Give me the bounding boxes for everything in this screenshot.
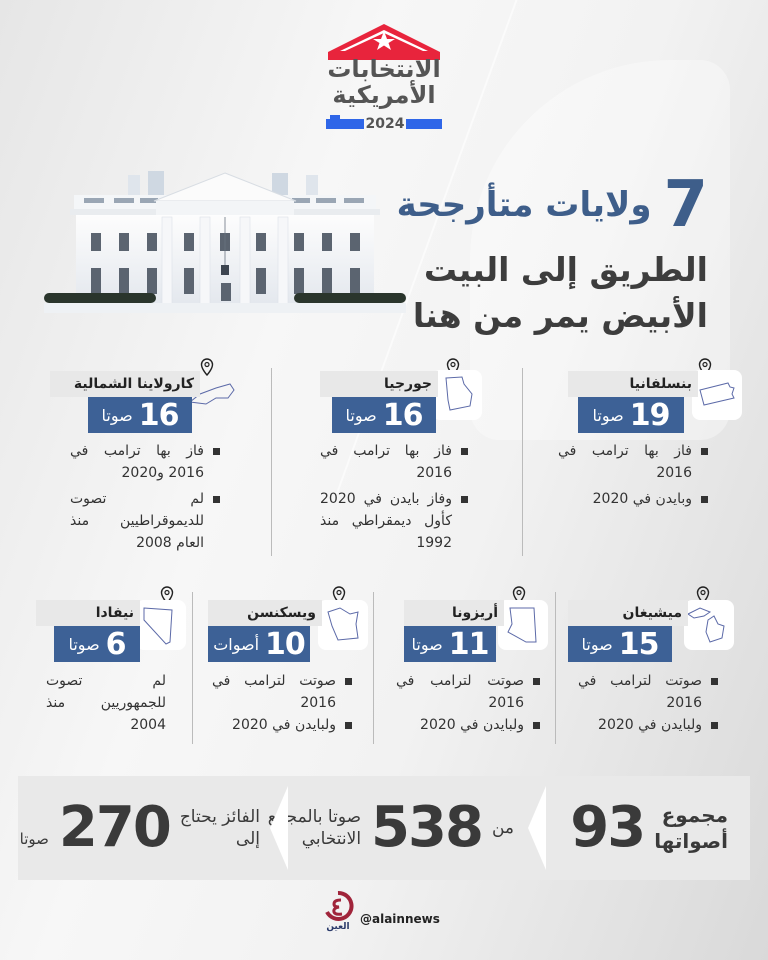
state-card-arizona [390, 586, 560, 746]
summary-college [268, 776, 514, 880]
state-votes-unit: صوتا [68, 634, 100, 654]
headline-title: ولايات متأرجحة [396, 185, 652, 225]
state-votes-unit: صوتا [345, 405, 377, 425]
pennsylvania-outline-icon [692, 370, 742, 420]
state-fact: صوتت لترامب في 2016 [578, 670, 718, 714]
state-fact: فاز بها ترامب في 2016 [320, 440, 468, 484]
summary-winner-label-line2: إلى [235, 829, 260, 849]
michigan-outline-icon [684, 600, 734, 650]
summary-winner [20, 776, 260, 880]
georgia-outline-icon [432, 370, 482, 420]
headline [368, 168, 708, 339]
state-card-wisconsin [208, 586, 368, 746]
state-name: نيفادا [36, 600, 140, 626]
summary-total [570, 776, 728, 880]
summary-winner-label [180, 806, 260, 850]
state-name: ويسكنسن [208, 600, 322, 626]
state-card-georgia [290, 358, 510, 558]
alain-logo [322, 890, 354, 932]
arrow-divider-icon [528, 786, 546, 870]
state-votes-number: 10 [265, 626, 305, 662]
white-house-image [44, 165, 406, 315]
state-facts-list [320, 440, 468, 554]
summary-winner-value: 270 [58, 795, 170, 860]
state-facts-list [396, 670, 540, 736]
state-fact: وبايدن في 2020 [558, 488, 708, 510]
state-votes-unit: صوتا [581, 634, 613, 654]
state-facts-list [578, 670, 718, 736]
state-facts-list [212, 670, 352, 736]
headline-subtitle [368, 247, 708, 339]
state-card-pennsylvania [548, 358, 748, 528]
state-votes-number: 6 [105, 626, 126, 662]
footer-branding [322, 890, 440, 932]
state-fact: لم تصوت للجمهوريين منذ 2004 [46, 673, 166, 733]
wisconsin-outline-icon [318, 600, 368, 650]
state-fact: وفاز بايدن في 2020 كأول ديمقراطي منذ 1992 [320, 488, 468, 554]
state-votes-badge [208, 626, 310, 662]
state-fact: فاز بها ترامب في 2016 [558, 440, 708, 484]
state-facts-list [46, 670, 166, 736]
logo-title [326, 56, 442, 108]
logo-year-row [326, 115, 442, 133]
state-name: بنسلفانيا [568, 371, 698, 397]
state-fact: صوتت لترامب في 2016 [396, 670, 540, 714]
state-votes-badge [88, 397, 192, 433]
state-name: ميشيغان [568, 600, 688, 626]
state-fact: لم تصوت للديموقراطيين منذ العام 2008 [70, 488, 220, 554]
summary-total-label [654, 802, 728, 854]
column-divider [373, 592, 374, 744]
state-votes-number: 19 [629, 397, 670, 433]
state-votes-unit: أصوات [213, 634, 260, 654]
summary-total-label-line1: مجموع [661, 803, 728, 827]
state-shape-arizona [498, 600, 548, 650]
state-fact: ولبايدن في 2020 [212, 714, 352, 736]
column-divider [192, 592, 193, 744]
arizona-outline-icon [498, 600, 548, 650]
state-facts-list [558, 440, 708, 510]
state-votes-unit: صوتا [101, 405, 133, 425]
summary-winner-unit: صوتا [19, 830, 49, 848]
state-fact: ولبايدن في 2020 [396, 714, 540, 736]
state-shape-nevada [136, 600, 186, 650]
summary-total-value: 93 [570, 795, 645, 860]
summary-total-label-line2: أصواتها [654, 829, 728, 853]
state-facts-list [70, 440, 220, 554]
state-shape-michigan [684, 600, 734, 650]
summary-college-value: 538 [371, 795, 482, 860]
alain-logo-icon [322, 890, 354, 922]
summary-college-label-line2: الانتخابي [301, 829, 362, 849]
state-votes-unit: صوتا [592, 405, 624, 425]
logo-blue-bar-left [326, 119, 364, 129]
state-votes-number: 11 [448, 626, 489, 662]
social-handle: @alainnews [360, 912, 440, 926]
state-card-north-carolina [40, 358, 260, 558]
state-votes-badge [578, 397, 684, 433]
state-votes-badge [54, 626, 140, 662]
summary-bar [18, 776, 750, 880]
summary-of-label: من [491, 818, 514, 838]
state-shape-pennsylvania [692, 370, 742, 420]
state-name: جورجيا [320, 371, 438, 397]
state-votes-badge [568, 626, 672, 662]
state-votes-number: 16 [138, 397, 179, 433]
state-votes-badge [332, 397, 436, 433]
headline-subtitle-line1: الطريق إلى البيت [423, 250, 708, 289]
state-fact: صوتت لترامب في 2016 [212, 670, 352, 714]
state-card-nevada [36, 586, 186, 746]
state-votes-unit: صوتا [411, 634, 443, 654]
state-name: أريزونا [404, 600, 504, 626]
state-fact: فاز بها ترامب في 2016 و2020 [70, 440, 220, 484]
state-votes-number: 15 [618, 626, 659, 662]
summary-winner-label-line1: الفائز يحتاج [179, 807, 260, 827]
elections-logo [326, 22, 442, 134]
state-fact: ولبايدن في 2020 [578, 714, 718, 736]
column-divider [271, 368, 272, 556]
state-votes-badge [404, 626, 496, 662]
logo-blue-bar-right [406, 119, 442, 129]
headline-main [368, 168, 708, 242]
state-card-michigan [568, 586, 758, 746]
state-shape-wisconsin [318, 600, 368, 650]
logo-title-line2: الأمريكية [332, 81, 436, 109]
alain-brand-text: العين [326, 922, 350, 932]
headline-subtitle-line2: الأبيض يمر من هنا [412, 296, 708, 335]
logo-year: 2024 [365, 116, 405, 132]
state-name: كارولاينا الشمالية [50, 371, 200, 397]
headline-number: 7 [663, 168, 708, 242]
state-shape-georgia [432, 370, 482, 420]
arrow-divider-icon [270, 786, 288, 870]
state-votes-number: 16 [382, 397, 423, 433]
logo-title-line1: الانتخابات [327, 55, 441, 83]
summary-college-label-line1: صوتا بالمجمع [267, 807, 362, 827]
column-divider [522, 368, 523, 556]
nevada-outline-icon [136, 600, 186, 650]
